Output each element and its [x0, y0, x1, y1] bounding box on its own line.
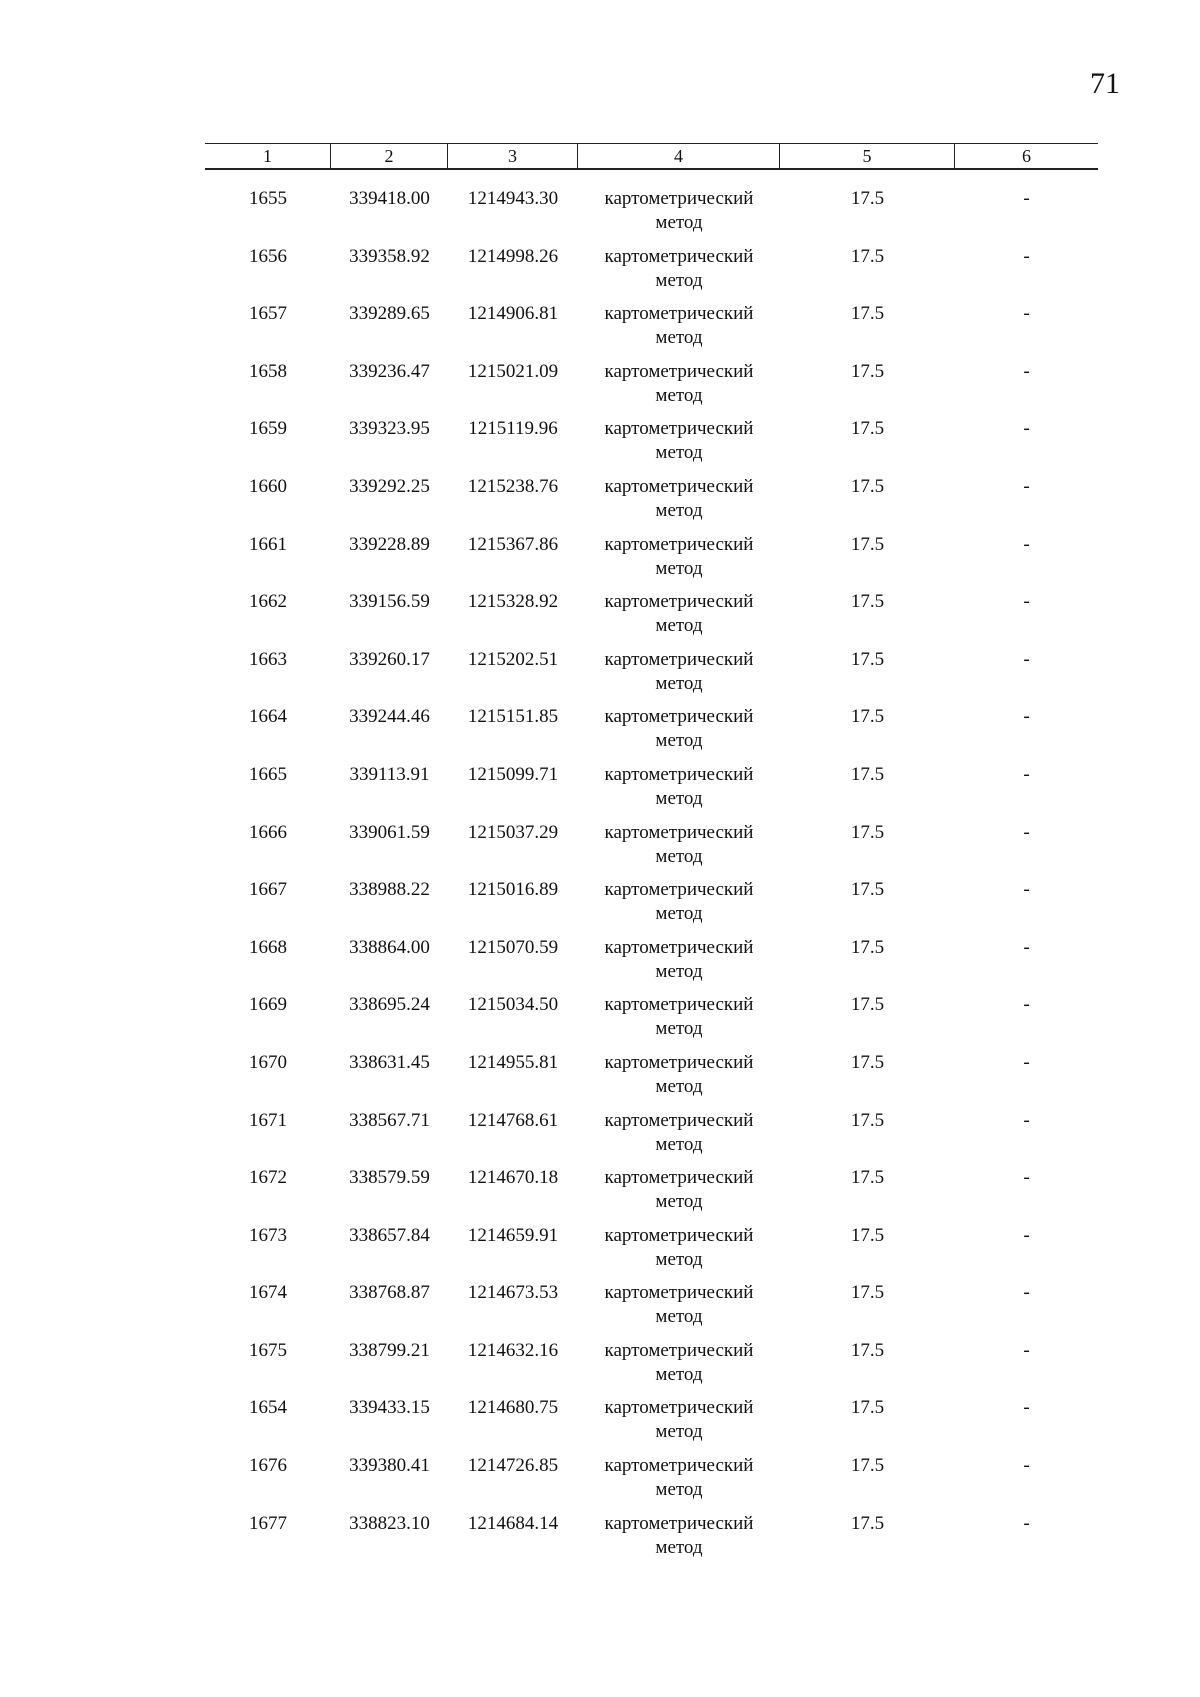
- method-line-1: картометрический: [604, 1167, 754, 1189]
- method-line-2: метод: [655, 1018, 703, 1040]
- coordinate-x: 338695.24: [349, 994, 430, 1016]
- column-header-3: 3: [448, 144, 578, 168]
- method-line-2: метод: [655, 672, 703, 694]
- method: [578, 763, 780, 811]
- point-number: 1669: [249, 994, 287, 1016]
- point-number: 1667: [249, 879, 287, 901]
- method: [578, 1396, 780, 1444]
- point-number: 1664: [249, 706, 287, 728]
- table-row: [205, 1339, 1098, 1397]
- coordinate-x: 339323.95: [349, 418, 430, 440]
- method: [578, 533, 780, 581]
- note: -: [1023, 763, 1030, 785]
- column-header-2: 2: [331, 144, 448, 168]
- coordinate-y: 1214726.85: [467, 1455, 559, 1477]
- coordinate-x: 338768.87: [349, 1282, 430, 1304]
- table-row: [205, 1454, 1098, 1512]
- coordinate-x: 338864.00: [349, 936, 430, 958]
- method-line-1: картометрический: [604, 936, 754, 958]
- coordinate-y: 1215034.50: [467, 994, 559, 1016]
- coordinate-y: 1215367.86: [467, 533, 559, 555]
- method: [578, 1224, 780, 1272]
- note: -: [1023, 1109, 1030, 1131]
- coordinate-y: 1214768.61: [467, 1109, 559, 1131]
- note: -: [1023, 706, 1030, 728]
- coordinate-x: 339236.47: [349, 360, 430, 382]
- method: [578, 1512, 780, 1560]
- precision: 17.5: [850, 1512, 885, 1534]
- precision: 17.5: [850, 1455, 885, 1477]
- coordinate-y: 1214906.81: [467, 303, 559, 325]
- column-header-6: 6: [1022, 146, 1031, 166]
- note: -: [1023, 1397, 1030, 1419]
- method-line-2: метод: [655, 1421, 703, 1443]
- note: -: [1023, 1051, 1030, 1073]
- point-number: 1675: [249, 1339, 287, 1361]
- table-row: [205, 1281, 1098, 1339]
- method-line-1: картометрический: [604, 303, 754, 325]
- method-line-2: метод: [655, 787, 703, 809]
- coordinate-y: 1215151.85: [467, 706, 559, 728]
- table-row: [205, 763, 1098, 821]
- method-line-1: картометрический: [604, 188, 754, 209]
- precision: 17.5: [850, 994, 885, 1016]
- point-number: 1670: [249, 1051, 287, 1073]
- coordinate-y: 1214670.18: [467, 1167, 559, 1189]
- table-row: [205, 936, 1098, 994]
- point-number: 1672: [249, 1167, 287, 1189]
- coordinate-y: 1215119.96: [468, 418, 558, 440]
- note: -: [1023, 418, 1030, 440]
- table-row: [205, 475, 1098, 533]
- coordinate-x: 338823.10: [349, 1512, 430, 1534]
- note: -: [1023, 936, 1030, 958]
- coordinate-y: 1215238.76: [467, 475, 559, 497]
- method: [578, 245, 780, 293]
- method-line-1: картометрический: [604, 245, 754, 267]
- table-row: [205, 648, 1098, 706]
- table-row: [205, 1109, 1098, 1167]
- method-line-1: картометрический: [604, 1455, 754, 1477]
- method-line-1: картометрический: [604, 879, 754, 901]
- table-row: [205, 360, 1098, 418]
- method-line-2: метод: [655, 1536, 703, 1558]
- method-line-2: метод: [655, 269, 703, 291]
- table-row: [205, 1224, 1098, 1282]
- note: -: [1023, 1339, 1030, 1361]
- table-row: [205, 417, 1098, 475]
- coordinate-y: 1215099.71: [467, 763, 559, 785]
- table-row: [205, 590, 1098, 648]
- method-line-1: картометрический: [604, 1224, 754, 1246]
- method: [578, 1109, 780, 1157]
- coordinate-x: 339244.46: [349, 706, 430, 728]
- table-row: [205, 705, 1098, 763]
- note: -: [1023, 475, 1030, 497]
- method: [578, 187, 780, 235]
- method-line-2: метод: [655, 960, 703, 982]
- coordinate-y: 1215016.89: [467, 879, 559, 901]
- method-line-1: картометрический: [604, 360, 754, 382]
- precision: 17.5: [850, 763, 885, 785]
- method-line-1: картометрический: [604, 994, 754, 1016]
- precision: 17.5: [850, 533, 885, 555]
- method-line-2: метод: [655, 442, 703, 464]
- coordinate-x: 339156.59: [349, 591, 430, 613]
- table-row: [205, 302, 1098, 360]
- note: -: [1023, 188, 1030, 209]
- note: -: [1023, 360, 1030, 382]
- coordinate-y: 1215328.92: [467, 591, 559, 613]
- method: [578, 1166, 780, 1214]
- point-number: 1656: [249, 245, 287, 267]
- method-line-2: метод: [655, 1363, 703, 1385]
- column-header-4: 4: [578, 144, 780, 168]
- point-number: 1659: [249, 418, 287, 440]
- note: -: [1023, 1512, 1030, 1534]
- precision: 17.5: [850, 591, 885, 613]
- precision: 17.5: [850, 1051, 885, 1073]
- method-line-2: метод: [655, 730, 703, 752]
- method-line-1: картометрический: [604, 1109, 754, 1131]
- precision: 17.5: [850, 1339, 885, 1361]
- method: [578, 936, 780, 984]
- note: -: [1023, 245, 1030, 267]
- coordinate-y: 1215021.09: [467, 360, 559, 382]
- coordinate-x: 339292.25: [349, 475, 430, 497]
- method: [578, 993, 780, 1041]
- coordinate-x: 339113.91: [349, 763, 430, 785]
- coordinate-x: 338988.22: [349, 879, 430, 901]
- method-line-1: картометрический: [604, 1339, 754, 1361]
- method-line-2: метод: [655, 499, 703, 521]
- coordinate-y: 1215037.29: [467, 821, 559, 843]
- method-line-1: картометрический: [604, 533, 754, 555]
- method: [578, 302, 780, 350]
- coordinate-y: 1214673.53: [467, 1282, 559, 1304]
- table-row: [205, 533, 1098, 591]
- method-line-2: метод: [655, 1075, 703, 1097]
- coordinate-x: 339289.65: [349, 303, 430, 325]
- table-row: [205, 1166, 1098, 1224]
- method-line-1: картометрический: [604, 1397, 754, 1419]
- coordinate-y: 1214632.16: [467, 1339, 559, 1361]
- method: [578, 1339, 780, 1387]
- precision: 17.5: [850, 418, 885, 440]
- method-line-1: картометрический: [604, 418, 754, 440]
- coordinate-x: 338567.71: [349, 1109, 430, 1131]
- method-line-1: картометрический: [604, 1051, 754, 1073]
- table-row: [205, 1512, 1098, 1570]
- precision: 17.5: [850, 1167, 885, 1189]
- method-line-2: метод: [655, 1306, 703, 1328]
- note: -: [1023, 648, 1030, 670]
- note: -: [1023, 1167, 1030, 1189]
- note: -: [1023, 821, 1030, 843]
- note: -: [1023, 994, 1030, 1016]
- method-line-2: метод: [655, 845, 703, 867]
- table-row: [205, 245, 1098, 303]
- coordinate-x: 339260.17: [349, 648, 430, 670]
- precision: 17.5: [850, 1397, 885, 1419]
- method: [578, 417, 780, 465]
- precision: 17.5: [850, 821, 885, 843]
- coordinate-y: 1214659.91: [467, 1224, 559, 1246]
- coordinate-y: 1214998.26: [467, 245, 559, 267]
- point-number: 1661: [249, 533, 287, 555]
- coordinate-y: 1215070.59: [467, 936, 559, 958]
- point-number: 1662: [249, 591, 287, 613]
- note: -: [1023, 1282, 1030, 1304]
- method: [578, 648, 780, 696]
- point-number: 1676: [249, 1455, 287, 1477]
- precision: 17.5: [850, 245, 885, 267]
- note: -: [1023, 303, 1030, 325]
- precision: 17.5: [850, 1282, 885, 1304]
- note: -: [1023, 533, 1030, 555]
- precision: 17.5: [850, 303, 885, 325]
- point-number: 1654: [249, 1397, 287, 1419]
- table-body: [205, 187, 1098, 1569]
- coordinate-x: 338799.21: [349, 1339, 430, 1361]
- column-header-5: 5: [780, 144, 955, 168]
- method-line-1: картометрический: [604, 648, 754, 670]
- coordinate-x: 339061.59: [349, 821, 430, 843]
- method-line-2: метод: [655, 1191, 703, 1213]
- coordinate-x: 338579.59: [349, 1167, 430, 1189]
- method: [578, 475, 780, 523]
- precision: 17.5: [850, 879, 885, 901]
- coordinate-y: 1214680.75: [467, 1397, 559, 1419]
- coordinate-x: 339418.00: [349, 188, 430, 209]
- point-number: 1674: [249, 1282, 287, 1304]
- precision: 17.5: [850, 188, 885, 209]
- coordinate-x: 339228.89: [349, 533, 430, 555]
- coordinate-y: 1214955.81: [467, 1051, 559, 1073]
- method-line-1: картометрический: [604, 821, 754, 843]
- point-number: 1671: [249, 1109, 287, 1131]
- point-number: 1666: [249, 821, 287, 843]
- method-line-1: картометрический: [604, 475, 754, 497]
- precision: 17.5: [850, 706, 885, 728]
- method-line-2: метод: [655, 1133, 703, 1155]
- method: [578, 821, 780, 869]
- table-row: [205, 993, 1098, 1051]
- method-line-1: картометрический: [604, 706, 754, 728]
- column-header-1: 1: [205, 144, 331, 168]
- table-row: [205, 187, 1098, 245]
- note: -: [1023, 1224, 1030, 1246]
- method-line-2: метод: [655, 1248, 703, 1270]
- precision: 17.5: [850, 936, 885, 958]
- point-number: 1658: [249, 360, 287, 382]
- note: -: [1023, 1455, 1030, 1477]
- method-line-2: метод: [655, 903, 703, 925]
- note: -: [1023, 591, 1030, 613]
- method: [578, 878, 780, 926]
- method: [578, 1454, 780, 1502]
- method: [578, 1051, 780, 1099]
- point-number: 1668: [249, 936, 287, 958]
- precision: 17.5: [850, 648, 885, 670]
- coordinate-y: 1214684.14: [467, 1512, 559, 1534]
- method-line-2: метод: [655, 327, 703, 349]
- method-line-1: картометрический: [604, 1512, 754, 1534]
- point-number: 1665: [249, 763, 287, 785]
- coordinate-x: 338657.84: [349, 1224, 430, 1246]
- method-line-2: метод: [655, 384, 703, 406]
- method-line-2: метод: [655, 557, 703, 579]
- point-number: 1660: [249, 475, 287, 497]
- coordinate-x: 338631.45: [349, 1051, 430, 1073]
- coordinate-y: 1215202.51: [467, 648, 559, 670]
- precision: 17.5: [850, 1224, 885, 1246]
- point-number: 1655: [249, 188, 287, 209]
- precision: 17.5: [850, 1109, 885, 1131]
- method-line-2: метод: [655, 1479, 703, 1501]
- table-header: [205, 143, 1098, 170]
- page-number: 71: [1090, 67, 1120, 100]
- method-line-1: картометрический: [604, 763, 754, 785]
- table-row: [205, 821, 1098, 879]
- table-row: [205, 878, 1098, 936]
- precision: 17.5: [850, 360, 885, 382]
- coordinate-x: 339358.92: [349, 245, 430, 267]
- table-row: [205, 1051, 1098, 1109]
- method-line-1: картометрический: [604, 1282, 754, 1304]
- point-number: 1657: [249, 303, 287, 325]
- method: [578, 705, 780, 753]
- method-line-2: метод: [655, 615, 703, 637]
- point-number: 1677: [249, 1512, 287, 1534]
- coordinate-x: 339380.41: [349, 1455, 430, 1477]
- table-row: [205, 1396, 1098, 1454]
- point-number: 1663: [249, 648, 287, 670]
- method-line-1: картометрический: [604, 591, 754, 613]
- note: -: [1023, 879, 1030, 901]
- precision: 17.5: [850, 475, 885, 497]
- method-line-2: метод: [655, 212, 703, 233]
- coordinate-x: 339433.15: [349, 1397, 430, 1419]
- method: [578, 360, 780, 408]
- point-number: 1673: [249, 1224, 287, 1246]
- method: [578, 1281, 780, 1329]
- coordinate-y: 1214943.30: [467, 188, 559, 209]
- method: [578, 590, 780, 638]
